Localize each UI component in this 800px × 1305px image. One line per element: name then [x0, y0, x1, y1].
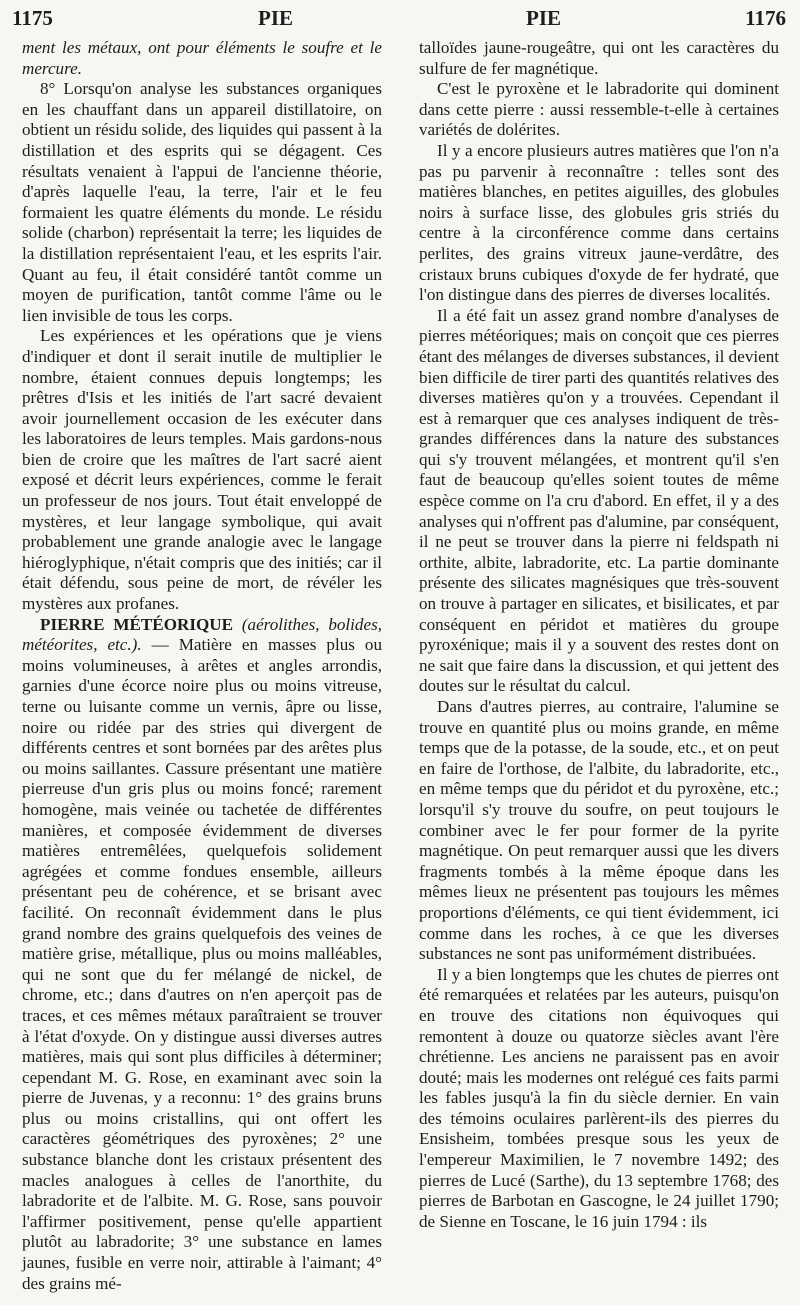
- paragraph: Il y a encore plusieurs autres matières que l'on n'a pas pu parvenir à reconnaître : telles sont des matières blanches, en petites aiguilles, des globules noirs à surface lisse, des globules gris striés du centre à la circonférence comme dans certains perlites, des grains vitreux jaune-verdâtre, des cristaux bruns cubiques d'oxyde de fer hydraté, que l'on distingue dans des pierres de diverses localités.: [419, 140, 779, 305]
- entry-body: — Matière en masses plus ou moins volumineuses, à arêtes et angles arrondis, garnies d'une écorce noire plus ou moins vitreuse, terne ou luisante comme un vernis, âpre ou lisse, noire ou ridée par des stries qui divergent de différents centres et sont bornées par des arêtes plus ou moins saillantes. Cassure présentant une matière pierreuse d'un gris plus ou moins foncé; rarement homogène, mais veinée ou tachetée de différentes manières, et composée évidemment de diverses matières entremêlées, quelquefois solidement agrégées et comme fondues ensemble, ailleurs présentant peu de cohérence, et se brisant avec facilité. On reconnaît évidemment dans le plus grand nombre des grains quelquefois des veines de matière grise, métallique, plus ou moins malléables, qui ne sont que du fer mélangé de nickel, de chrome, etc.; dans d'autres on n'en aperçoit pas de traces, et ces mêmes métaux paraîtraient se trouver à l'état d'oxyde. On y distingue aussi diverses autres matières, mais qui sont plus difficiles à déterminer; cependant M. G. Rose, en examinant avec soin la pierre de Juvenas, y a reconnu: 1° des grains bruns plus ou moins cristallins, qui ont offert les caractères géométriques des pyroxènes; 2° une substance blanche dont les cristaux présentent des macles analogues à celles de l'anorthite, du labradorite et de l'albite. M. G. Rose, sans pouvoir l'affirmer positivement, pense qu'elle appartient plutôt au labradorite; 3° une substance en lames jaunes, fusible en verre noir, attirable à l'aimant; 4° des grains mé-: [22, 635, 382, 1293]
- left-column: [22, 38, 382, 1294]
- running-head-left: PIE: [258, 6, 294, 30]
- paragraph: Il y a bien longtemps que les chutes de pierres ont été remarquées et relatées par les auteurs, puisqu'on en trouve des citations non équivoques qui remontent à douze ou quatorze siècles avant l'ère chrétienne. Les anciens ne paraissent pas en avoir douté; mais les modernes ont relégué ces faits parmi les fables jusqu'à la fin du siècle dernier. En vain des témoins oculaires parlèrent-ils des pierres du Ensisheim, tombées presque sous les yeux de l'empereur Maximilien, le 7 novembre 1492; des pierres de Lucé (Sarthe), du 13 septembre 1768; des pierres de Barbotan en Gascogne, le 24 juillet 1790; de Sienne en Toscane, le 16 juin 1794 : ils: [419, 964, 779, 1231]
- paragraph: [22, 38, 382, 79]
- page-number-right: 1176: [745, 6, 786, 30]
- paragraph: Dans d'autres pierres, au contraire, l'alumine se trouve en quantité plus ou moins grande, en même temps que de la potasse, de la soude, etc., et on peut en faire de l'orthose, de l'albite, du labradorite, etc., en même temps que du péridot et du pyroxène, etc.; lorsqu'il s'y trouve du soufre, on peut toujours le combiner avec le fer pour former de la pyrite magnétique. On peut remarquer aussi que les divers fragments tombés à la même époque dans les mêmes lieux ne présentent pas toujours les mêmes proportions d'éléments, ce qui tient évidemment, ici comme dans les roches, à ce que les diverses substances ne sont pas uniformément distribuées.: [419, 697, 779, 964]
- paragraph: talloïdes jaune-rougeâtre, qui ont les caractères du sulfure de fer magnétique.: [419, 38, 779, 78]
- paragraph: Il a été fait un assez grand nombre d'analyses de pierres météoriques; mais on conçoit que ces pierres étant des mélanges de diverses substances, il devient bien difficile de tirer parti des quantités relatives des diverses matières qu'on y a trouvées. Cependant il est à remarquer que ces analyses indiquent de très-grandes différences dans la nature des substances qui s'y trouvent mélangées, et montrent qu'il s'en faut de beaucoup qu'elles soient toutes de même espèce comme on l'a cru d'abord. En effet, il y a des analyses qui n'offrent pas d'alumine, par conséquent, il ne peut se trouver dans la pierre ni feldspath ni orthite, albite, labradorite, etc. La partie dominante présente des silicates magnésiques que très-souvent on trouve à partager en silicates, et bisilicates, et par conséquent en péridot et matières du groupe pyroxénique; mais il y a souvent des restes dont on ne sait que faire dans la discussion, et qui jettent des doutes sur le résultat du calcul.: [419, 305, 779, 696]
- page-number-left: 1175: [12, 6, 53, 30]
- paragraph: C'est le pyroxène et le labradorite qui dominent dans cette pierre : aussi ressemble-t-elle à certaines variétés de dolérites.: [419, 79, 779, 140]
- paragraph-text: ment les métaux, ont pour éléments le soufre et le mercure.: [22, 38, 382, 78]
- paragraph: Les expériences et les opérations que je viens d'indiquer et dont il serait inutile de multiplier le nombre, étaient connues depuis longtemps; les prêtres d'Isis et les initiés de l'art sacré devaient avoir journellement occasion de les exécuter dans les laboratoires de leurs temples. Mais gardons-nous bien de croire que les maîtres de l'art sacré aient exposé et décrit leurs expériences, comme le ferait un professeur de nos jours. Tout était enveloppé de mystères, et leur langage symbolique, qui avait probablement une grande analogie avec le langage hiéroglyphique, n'était compris que des initiés; car il était défendu, sous peine de mort, de révéler les mystères aux profanes.: [22, 326, 382, 614]
- right-column: [419, 38, 779, 1232]
- running-head-right: PIE: [526, 6, 562, 30]
- paragraph: 8° Lorsqu'on analyse les substances organiques en les chauffant dans un appareil distillatoire, on obtient un résidu solide, des liquides qui passent à la distillation et des esprits qui se dégagent. Ces résultats venaient à l'appui de l'ancienne théorie, d'après laquelle l'eau, la terre, l'air et le feu formaient les quatre éléments du monde. Le résidu solide (charbon) représentait la terre; les liquides de la distillation représentaient l'eau, et les esprits l'air. Quant au feu, il était considéré tantôt comme un moyen de purification, tantôt comme l'âme ou le lien invisible de tous les corps.: [22, 79, 382, 325]
- entry-synonyms: (aérolithes, bolides, météorites, etc.).: [22, 614, 382, 655]
- dictionary-entry: [22, 615, 382, 1295]
- entry-headword: PIERRE MÉTÉORIQUE: [40, 614, 234, 634]
- page-header: [12, 6, 786, 34]
